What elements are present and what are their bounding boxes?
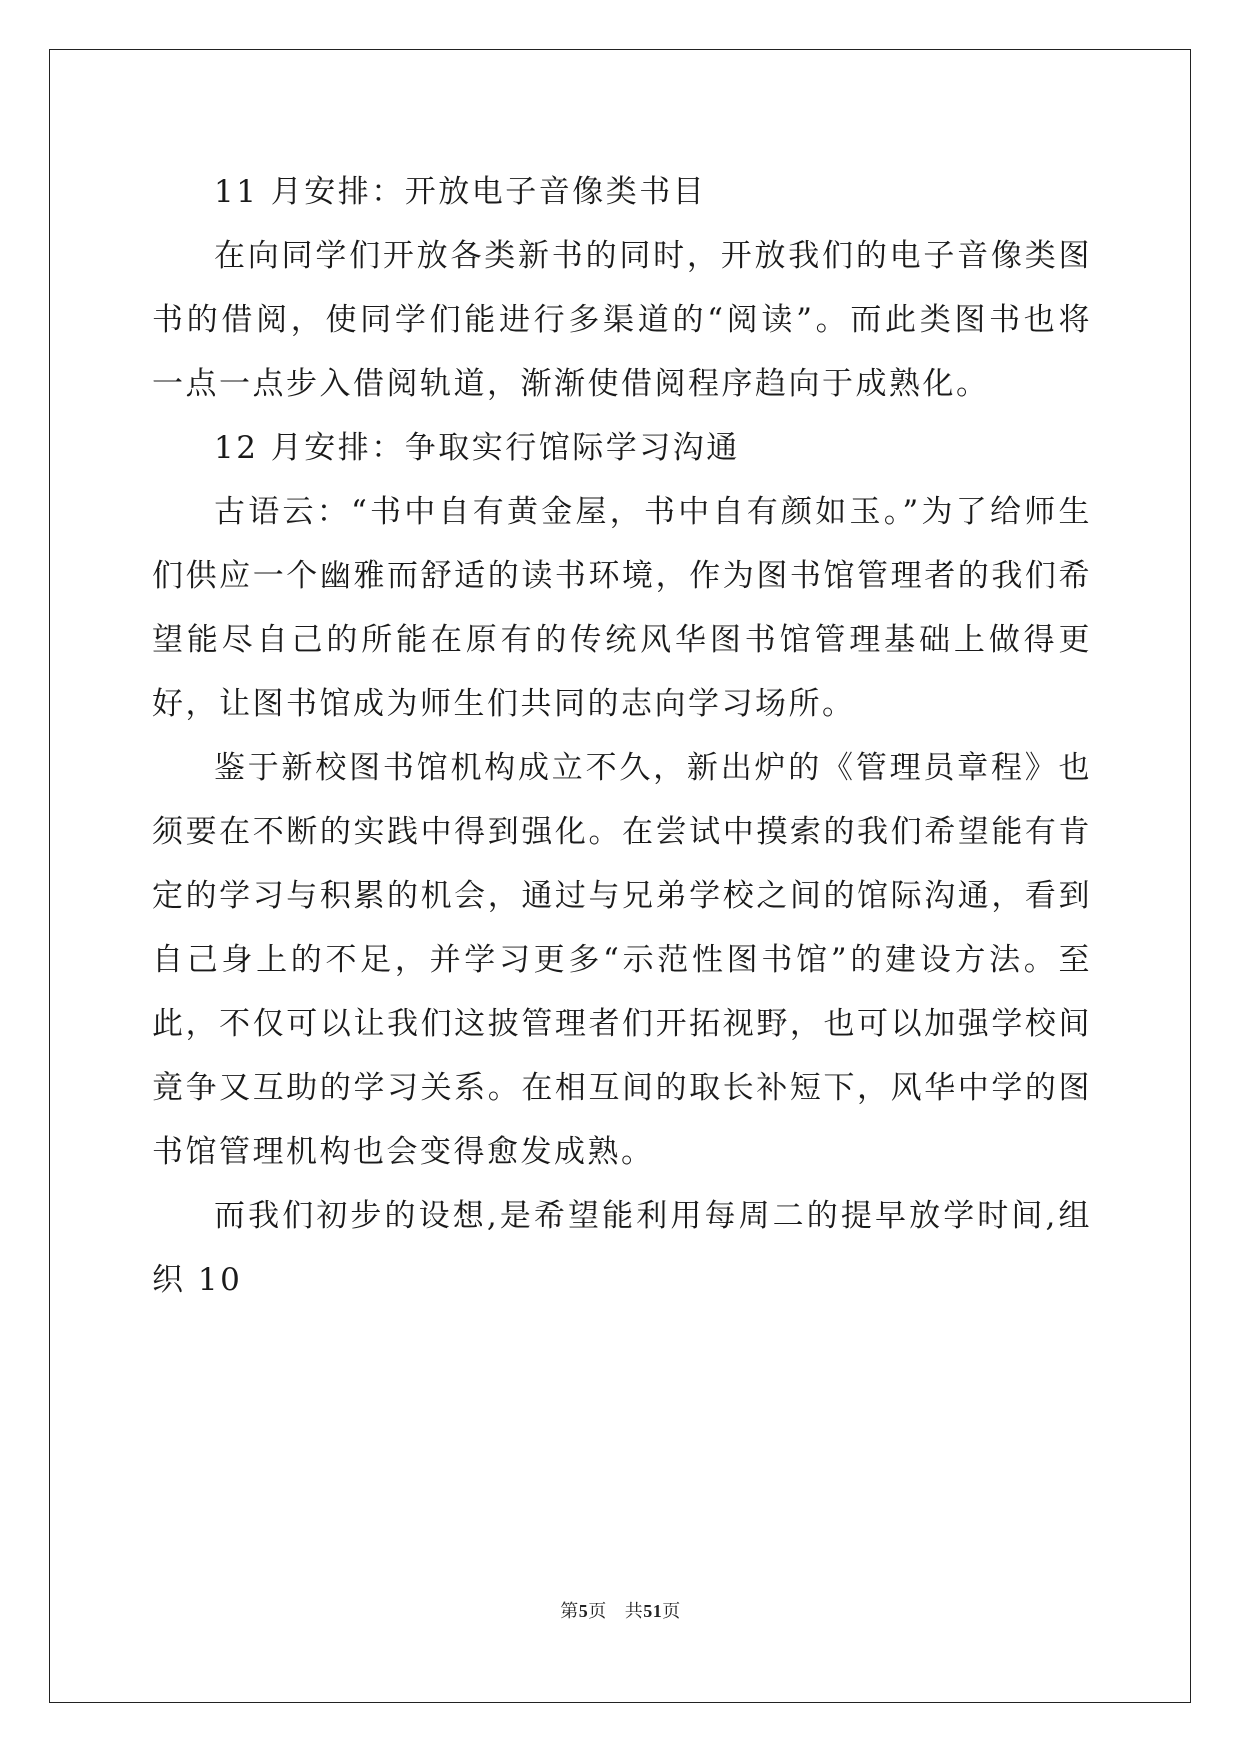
- section-heading-december: 12 月安排：争取实行馆际学习沟通: [214, 430, 740, 466]
- paragraph-november-plan: 在向同学们开放各类新书的同时，开放我们的电子音像类图书的借阅，使同学们能进行多渠道的“阅读”。而此类图书也将一点一点步入借阅轨道，渐渐使借阅程序趋向于成熟化。: [152, 238, 1092, 402]
- paragraph-initial-idea: 而我们初步的设想,是希望能利用每周二的提早放学时间,组织 10: [152, 1198, 1092, 1298]
- footer-prefix: 第: [560, 1601, 579, 1622]
- document-body: [152, 160, 1092, 1312]
- page-footer: [0, 1597, 1241, 1623]
- section-heading-november: 11 月安排：开放电子音像类书目: [214, 174, 707, 210]
- footer-total-suffix: 页: [662, 1601, 681, 1622]
- current-page-number: 5: [578, 1601, 589, 1621]
- paragraph-ancient-saying: 古语云：“书中自有黄金屋，书中自有颜如玉。”为了给师生们供应一个幽雅而舒适的读书环境，作为图书馆管理者的我们希望能尽自己的所能在原有的传统风华图书馆管理基础上做得更好，让图书馆成为师生们共同的志向学习场所。: [152, 494, 1092, 722]
- paragraph-new-library: 鉴于新校图书馆机构成立不久，新出炉的《管理员章程》也须要在不断的实践中得到强化。在尝试中摸索的我们希望能有肯定的学习与积累的机会，通过与兄弟学校之间的馆际沟通，看到自己身上的不足，并学习更多“示范性图书馆”的建设方法。至此，不仅可以让我们这披管理者们开拓视野，也可以加强学校间竟争又互助的学习关系。在相互间的取长补短下，风华中学的图书馆管理机构也会变得愈发成熟。: [152, 750, 1092, 1170]
- total-page-number: 51: [643, 1601, 663, 1621]
- footer-page-suffix: 页: [588, 1601, 607, 1622]
- footer-total-prefix: 共: [624, 1601, 644, 1622]
